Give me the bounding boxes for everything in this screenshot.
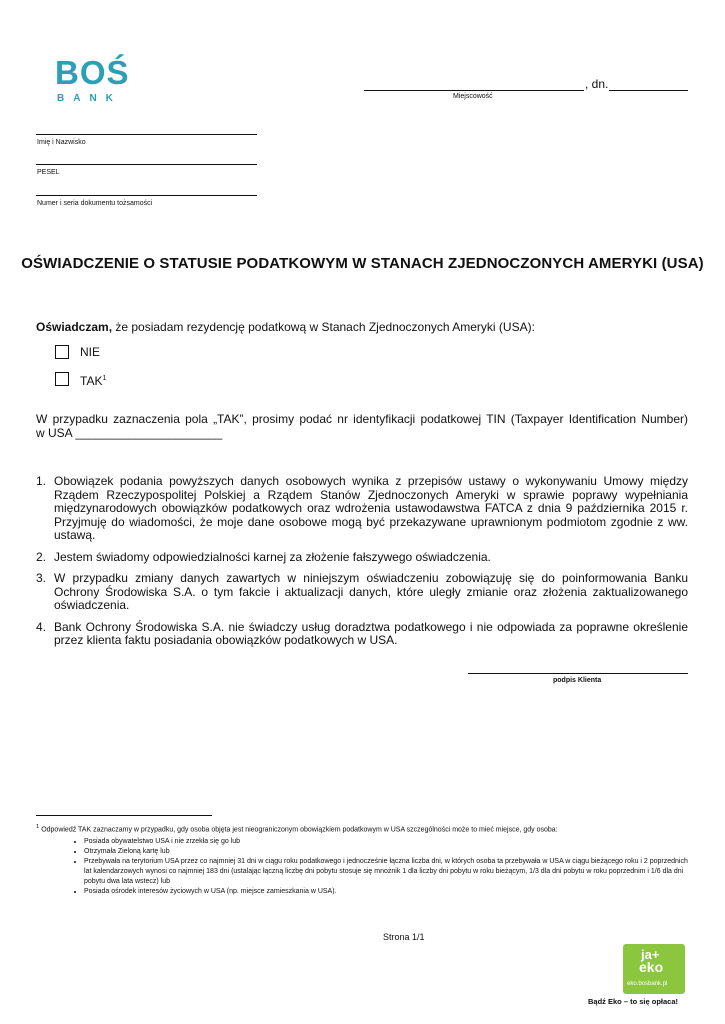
footnote-item: • Posiada ośrodek interesów życiowych w USA (np. miejsce zamieszkania w USA). bbox=[84, 887, 690, 897]
list-item-text: Obowiązek podania powyższych danych osobowych wynika z przepisów ustawy o wykonywaniu Umowy między Rządem Rzeczypospolitej Polskiej a Rządem Stanów Zjednoczonych Ameryki w sprawie poprawy wypełniania międzynarodowych obowiązków podatkowych oraz wdrożenia ustawodawstwa FATCA z dnia 9 października 2015 r. Przyjmuję do wiadomości, że moje dane osobowe mogą być przekazywane uprawnionym podmiotom zgodnie z ww. ustawą. bbox=[54, 474, 688, 542]
option-nie-label: NIE bbox=[80, 345, 101, 359]
declaration bbox=[36, 320, 535, 334]
checkbox-nie[interactable] bbox=[55, 345, 69, 359]
footnote-intro-text: Odpowiedź TAK zaznaczamy w przypadku, gdy osoba objęta jest nieograniczonym obowiązkiem podatkowym w USA szczególności może to mieć miejsce, gdy osoba: bbox=[39, 826, 558, 834]
date-label: , dn. bbox=[585, 77, 609, 91]
footnote-separator bbox=[36, 815, 212, 816]
list-item bbox=[36, 572, 688, 613]
logo-sub: BANK bbox=[57, 93, 122, 104]
list-item-number: 2. bbox=[36, 549, 47, 564]
pesel-line bbox=[36, 164, 257, 165]
option-tak bbox=[80, 372, 106, 388]
statements-list bbox=[36, 475, 688, 656]
list-item-text: Bank Ochrony Środowiska S.A. nie świadczy usług doradztwa podatkowego i nie odpowiada za poprawne określenie przez klienta faktu posiadania obowiązków podatkowych w USA. bbox=[54, 619, 688, 647]
eko-bottom: eko bbox=[639, 959, 664, 975]
logo-brand: BOŚ bbox=[55, 54, 130, 91]
eko-badge bbox=[623, 944, 685, 994]
footnote-intro bbox=[36, 822, 690, 835]
eko-top: ja+ bbox=[641, 947, 660, 962]
footnote-list bbox=[36, 837, 690, 897]
list-item-text: W przypadku zmiany danych zawartych w niniejszym oświadczeniu zobowiązuję się do poinformowania Banku Ochrony Środowiska S.A. o tym fakcie i aktualizacji danych, które uległy zmianie oraz złożenia zaktualizowanego oświadczenia. bbox=[54, 571, 688, 612]
list-item bbox=[36, 475, 688, 543]
signature-line bbox=[468, 673, 688, 674]
footnote-item: • Otrzymała Zieloną kartę lub bbox=[84, 847, 690, 857]
declaration-bold: Oświadczam, bbox=[36, 320, 113, 334]
place-line bbox=[364, 90, 584, 91]
footnote-sup: 1 bbox=[36, 824, 40, 830]
name-line bbox=[36, 134, 257, 135]
declaration-text: że posiadam rezydencję podatkową w Stanach Zjednoczonych Ameryki (USA): bbox=[112, 320, 535, 334]
pesel-caption: PESEL bbox=[37, 169, 60, 176]
tin-line2: w USA ______________________ bbox=[36, 426, 223, 440]
option-tak-sup: 1 bbox=[102, 375, 107, 382]
footnote bbox=[36, 822, 690, 897]
page-title: OŚWIADCZENIE O STATUSIE PODATKOWYM W STANACH ZJEDNOCZONYCH AMERYKI (USA) bbox=[21, 255, 704, 272]
eko-site: eko.bosbank.pl bbox=[627, 981, 668, 987]
tin-line1: W przypadku zaznaczenia pola „TAK”, prosimy podać nr identyfikacji podatkowej TIN (Taxpayer Identification Number) bbox=[36, 412, 688, 426]
list-item-number: 3. bbox=[36, 571, 47, 585]
list-item-number: 4. bbox=[36, 619, 47, 634]
eko-slogan: Bądź Eko – to się opłaca! bbox=[588, 997, 679, 1006]
checkbox-tak[interactable] bbox=[55, 372, 69, 386]
list-item-number: 1. bbox=[36, 474, 47, 488]
page-number: Strona 1/1 bbox=[383, 932, 425, 942]
signature-caption: podpis Klienta bbox=[553, 677, 602, 684]
option-tak-label: TAK bbox=[80, 374, 103, 388]
list-item bbox=[36, 551, 688, 565]
document-caption: Numer i seria dokumentu tożsamości bbox=[37, 200, 153, 207]
list-item bbox=[36, 621, 688, 648]
name-caption: Imię i Nazwisko bbox=[37, 139, 86, 146]
footnote-item: • Przebywała na terytorium USA przez co najmniej 31 dni w ciągu roku podatkowego i jednocześnie łączna liczba dni, w których osoba ta przebywała w USA w ciągu bieżącego roku i 2 poprzednich lat kalendarzowych wynosi co najmniej 183 dni (ustalając łączną liczbę dni pobytu stosuje się mnożnik 1 dla liczby dni pobytu w roku bieżącym, 1/3 dla dni pobytu w roku poprzednim i 1/6 dla dni pobytu dwa lata wstecz) lub bbox=[84, 857, 690, 887]
list-item-text: Jestem świadomy odpowiedzialności karnej za złożenie fałszywego oświadczenia. bbox=[54, 549, 491, 564]
bos-bank-logo bbox=[52, 55, 142, 107]
document-line bbox=[36, 195, 257, 196]
date-line bbox=[609, 90, 688, 91]
footnote-item: • Posiada obywatelstwo USA i nie zrzekła się go lub bbox=[84, 837, 690, 847]
place-caption: Miejscowość bbox=[453, 93, 493, 100]
